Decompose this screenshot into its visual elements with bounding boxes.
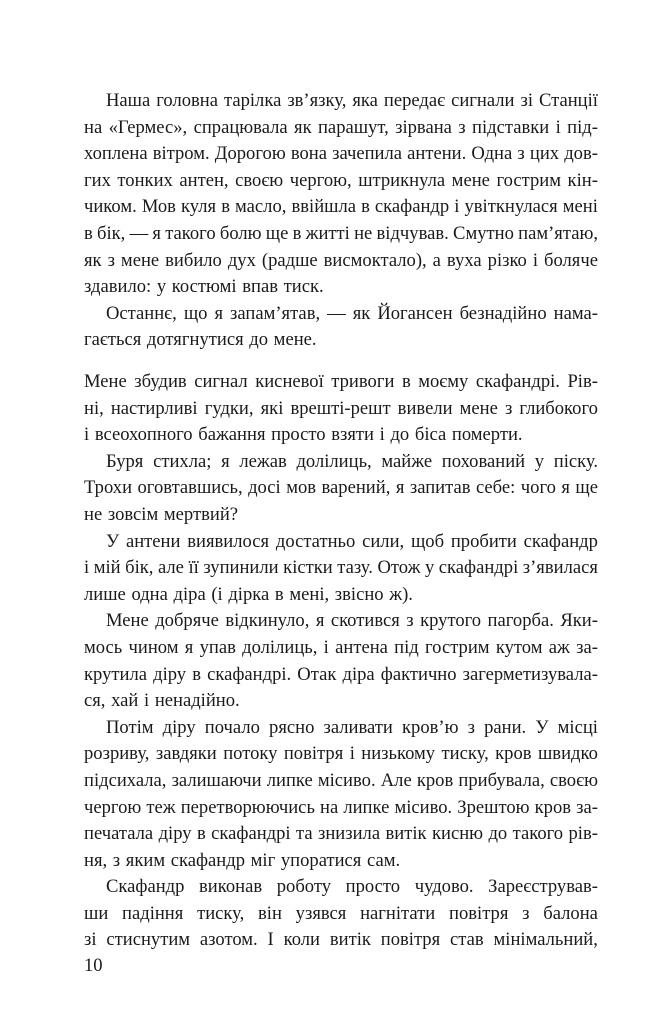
text-line: розриву, завдяки потоку повітря і низькому тиску, кров швидко bbox=[84, 743, 598, 765]
text-line: Мене добряче відкинуло, я скотився з крутого пагорба. Яки- bbox=[106, 610, 598, 632]
text-line: хоплена вітром. Дорогою вона зачепила антени. Одна з цих дов- bbox=[84, 143, 598, 165]
text-line: не зовсім мертвий? bbox=[84, 503, 239, 525]
text-line: і всеохопного бажання просто взяти і до біса померти. bbox=[84, 424, 523, 446]
text-line: Трохи оговтавшись, досі мов варений, я запитав себе: чого я ще bbox=[84, 477, 598, 499]
text-line: чергою теж перетворюючись на липке місиво. Зрештою кров за- bbox=[84, 796, 598, 818]
page-number: 10 bbox=[84, 955, 103, 976]
text-line: мось чином я упав долілиць, і антена під гострим кутом аж за- bbox=[84, 636, 598, 658]
text-block-1 bbox=[84, 88, 598, 354]
text-line: здавило: у костюмі впав тиск. bbox=[84, 276, 324, 298]
text-line: зі стиснутим азотом. І коли витік повітря став мінімальний, bbox=[84, 929, 598, 951]
text-line: і мій бік, але її зупинили кістки тазу. Отож у скафандрі з’явилася bbox=[84, 557, 598, 579]
text-line: підсихала, залишаючи липке місиво. Але кров прибувала, своєю bbox=[84, 769, 598, 791]
text-line: Наша головна тарілка зв’язку, яка передає сигнали зі Станції bbox=[106, 90, 598, 111]
text-line: гається дотягнутися до мене. bbox=[84, 329, 317, 351]
text-line: ся, хай і ненадійно. bbox=[84, 690, 240, 712]
text-line: Скафандр виконав роботу просто чудово. Зареєстрував- bbox=[106, 876, 598, 898]
text-line: як з мене вибило дух (радше висмоктало), а вуха різко і боляче bbox=[84, 249, 598, 271]
text-line: Потім діру почало рясно заливати кров’ю з рани. У місці bbox=[106, 716, 598, 738]
text-line: Буря стихла; я лежав долілиць, майже похований у піску. bbox=[106, 450, 598, 472]
text-line: ня, з яким скафандр міг упоратися сам. bbox=[84, 849, 401, 871]
text-line: печатала діру в скафандрі та знизила витік кисню до такого рів- bbox=[84, 823, 598, 845]
text-line: в бік, — я такого болю ще в житті не відчував. Смутно пам’ятаю, bbox=[84, 222, 598, 244]
text-line: У антени виявилося достатньо сили, щоб пробити скафандр bbox=[106, 530, 598, 552]
text-line: чиком. Мов куля в масло, ввійшла в скафандр і увіткнулася мені bbox=[84, 196, 598, 218]
text-line: на «Гермес», спрацювала як парашут, зірвана з підставки і під- bbox=[84, 116, 598, 138]
text-line: ні, настирливі гудки, які врешті-решт вивели мене з глибокого bbox=[84, 397, 598, 419]
text-block-2 bbox=[84, 369, 598, 954]
text-line: гих тонких антен, своєю чергою, штрикнула мене гострим кін- bbox=[84, 169, 598, 191]
text-line: крутила діру в скафандрі. Отак діра фактично загерметизувала- bbox=[84, 663, 598, 685]
text-line: ши падіння тиску, він узявся нагнітати повітря з балона bbox=[84, 902, 598, 924]
text-line: Мене збудив сигнал кисневої тривоги в моєму скафандрі. Рів- bbox=[84, 371, 598, 392]
text-line: лише одна діра (і дірка в мені, звісно ж). bbox=[84, 583, 413, 605]
text-line: Останнє, що я запам’ятав, — як Йогансен безнадійно нама- bbox=[106, 302, 598, 324]
